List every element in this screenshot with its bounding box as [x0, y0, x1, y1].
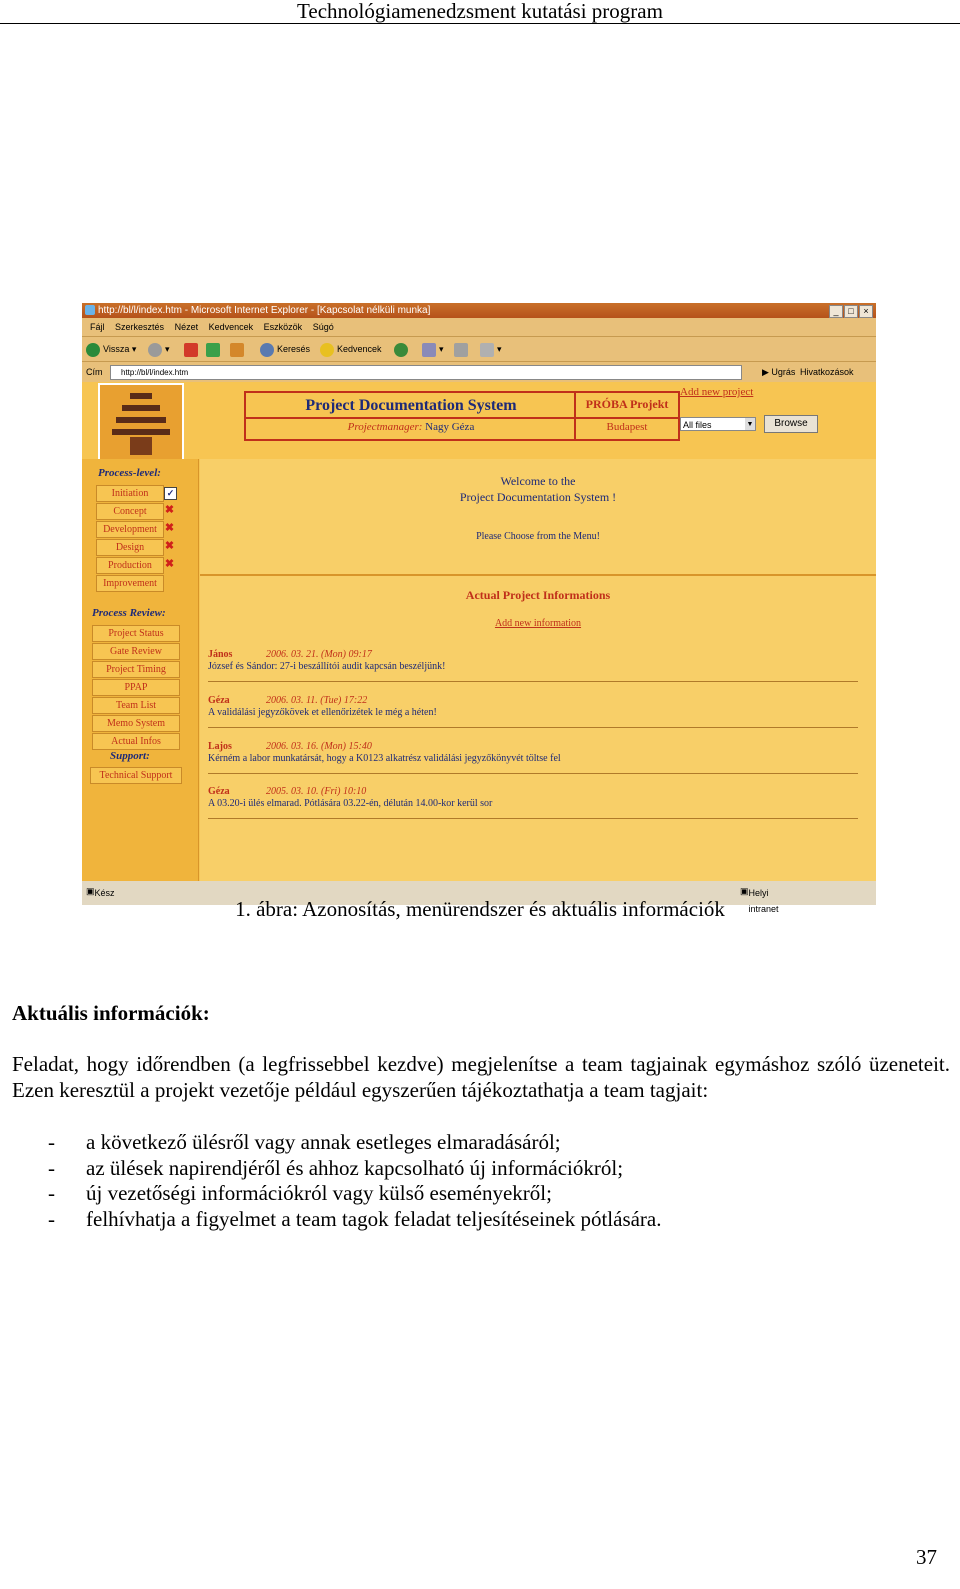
cross-icon: ✖ [164, 558, 175, 570]
process-review-heading: Process Review: [92, 607, 166, 619]
divider [208, 681, 858, 682]
list-item: - az ülések napirendjéről és ahhoz kapcsolható új információkról; [48, 1155, 624, 1180]
message-date: 2006. 03. 16. (Mon) 15:40 [266, 741, 372, 752]
sidebar-item-initiation[interactable]: Initiation [96, 485, 164, 502]
list-item [208, 649, 858, 672]
add-info-link[interactable]: Add new information [494, 618, 582, 629]
file-filter-select[interactable]: All files ▼ [680, 417, 756, 431]
browser-toolbar [82, 336, 876, 362]
list-item: - új vezetőségi információkról vagy külső eseményekről; [48, 1181, 552, 1205]
sidebar-item-team-list[interactable]: Team List [92, 697, 180, 714]
checkbox-checked-icon: ✓ [164, 487, 177, 500]
go-button[interactable]: ▶ Ugrás [762, 367, 796, 377]
menu-favorites[interactable]: Kedvencek [208, 322, 254, 332]
address-input[interactable]: http://bl/l/index.htm [110, 365, 742, 380]
star-icon [320, 343, 334, 357]
chevron-down-icon: ▼ [745, 418, 755, 430]
add-project-link[interactable]: Add new project [680, 386, 754, 398]
body-paragraph: Feladat, hogy időrendben (a legfrissebbel kezdve) megjelenítse a team tagjainak egymáshoz szóló üzeneteit. Ezen keresztül a projekt vezetője például egyszerűen tájékoztathatja a team tagjait: [12, 1052, 950, 1102]
forward-button[interactable]: ▾ [148, 337, 170, 362]
cross-icon: ✖ [164, 540, 175, 552]
address-label: Cím [86, 367, 103, 377]
address-bar [82, 361, 876, 382]
back-arrow-icon [86, 343, 100, 357]
menu-edit[interactable]: Szerkesztés [115, 322, 165, 332]
section-title: Aktuális információk: [12, 1001, 210, 1025]
menu-help[interactable]: Súgó [312, 322, 334, 332]
browser-title-bar [82, 303, 876, 318]
home-icon [230, 343, 244, 357]
sidebar-item-gate-review[interactable]: Gate Review [92, 643, 180, 660]
choose-menu-text: Please Choose from the Menu! [476, 531, 600, 542]
sidebar-item-project-timing[interactable]: Project Timing [92, 661, 180, 678]
sidebar-item-development[interactable]: Development [96, 521, 164, 538]
sidebar-item-actual-infos[interactable]: Actual Infos [92, 733, 180, 750]
project-city: Budapest [606, 421, 648, 433]
maximize-icon[interactable]: □ [844, 305, 858, 318]
main-content [200, 459, 876, 881]
sidebar-item-technical-support[interactable]: Technical Support [90, 767, 182, 784]
site-header [244, 391, 680, 441]
process-level-heading: Process-level: [98, 467, 161, 479]
list-item: - felhívhatja a figyelmet a team tagok feladat teljesítéseinek pótlására. [48, 1206, 662, 1231]
bullet-list [12, 1130, 950, 1232]
message-date: 2006. 03. 21. (Mon) 09:17 [266, 649, 372, 660]
list-item [208, 695, 858, 718]
window-title: http://bl/l/index.htm - Microsoft Internet Explorer - [Kapcsolat nélküli munka] [98, 305, 431, 316]
sidebar-item-memo-system[interactable]: Memo System [92, 715, 180, 732]
favorites-button[interactable]: Kedvencek [320, 337, 382, 362]
message-text: József és Sándor: 27-i beszállítói audit kapcsán beszéljünk! [208, 661, 446, 672]
history-button[interactable] [394, 337, 411, 362]
project-manager: Projectmanager: Nagy Géza [347, 421, 475, 433]
status-ready: ▣ Kész [86, 886, 115, 898]
sidebar-item-design[interactable]: Design [96, 539, 164, 556]
search-button[interactable]: Keresés [260, 337, 310, 362]
divider [208, 773, 858, 774]
sidebar [82, 459, 199, 881]
message-text: Kérném a labor munkatársát, hogy a K0123 alkatrész validálási jegyzőkönyvét töltse fel [208, 753, 561, 764]
support-heading: Support: [110, 750, 150, 762]
list-item [208, 786, 858, 809]
menu-file[interactable]: Fájl [90, 322, 105, 332]
page-header: Technológiamenedzsment kutatási program [297, 0, 663, 23]
sidebar-item-project-status[interactable]: Project Status [92, 625, 180, 642]
history-icon [394, 343, 408, 357]
message-text: A validálási jegyzőkövek et ellenőrizétek le még a héten! [208, 707, 437, 718]
divider [208, 818, 858, 819]
message-date: 2006. 03. 11. (Tue) 17:22 [266, 695, 368, 706]
links-button[interactable]: Hivatkozások [800, 367, 854, 377]
figure-caption: 1. ábra: Azonosítás, menürendszer és aktuális információk [235, 897, 725, 921]
refresh-button[interactable] [206, 337, 223, 362]
mail-icon [422, 343, 436, 357]
forward-arrow-icon [148, 343, 162, 357]
pagoda-logo [98, 383, 184, 461]
sidebar-item-ppap[interactable]: PPAP [92, 679, 180, 696]
divider [208, 727, 858, 728]
actual-info-title: Actual Project Informations [465, 588, 611, 602]
sidebar-item-concept[interactable]: Concept [96, 503, 164, 520]
stop-icon [184, 343, 198, 357]
edit-button[interactable]: ▾ [480, 337, 502, 362]
refresh-icon [206, 343, 220, 357]
close-icon[interactable]: × [859, 305, 873, 318]
page-number: 37 [916, 1545, 937, 1569]
message-author: János [208, 649, 233, 660]
menu-tools[interactable]: Eszközök [263, 322, 303, 332]
project-name: PRÓBA Projekt [585, 397, 669, 411]
ie-icon [85, 305, 95, 315]
browser-menu [82, 318, 876, 336]
cross-icon: ✖ [164, 522, 175, 534]
header-rule [0, 23, 960, 24]
mail-button[interactable]: ▾ [422, 337, 444, 362]
divider [200, 574, 876, 576]
minimize-icon[interactable]: _ [829, 305, 843, 318]
sidebar-item-improvement[interactable]: Improvement [96, 575, 164, 592]
list-item: - a következő ülésről vagy annak esetleges elmaradásáról; [48, 1130, 561, 1154]
message-author: Lajos [208, 741, 232, 752]
menu-view[interactable]: Nézet [174, 322, 199, 332]
search-icon [260, 343, 274, 357]
cross-icon: ✖ [164, 504, 175, 516]
print-button[interactable] [454, 337, 471, 362]
sidebar-item-production[interactable]: Production [96, 557, 164, 574]
status-zone: ▣ Helyi intranet [740, 886, 779, 914]
site-title: Project Documentation System [305, 397, 517, 414]
message-author: Géza [208, 786, 230, 797]
browse-button[interactable]: Browse [764, 415, 818, 433]
back-button[interactable]: Vissza ▾ [86, 337, 136, 362]
message-text: A 03.20-i ülés elmarad. Pótlására 03.22-én, délután 14.00-kor kerül sor [208, 798, 493, 809]
list-item [208, 741, 858, 764]
message-date: 2005. 03. 10. (Fri) 10:10 [266, 786, 367, 797]
home-button[interactable] [230, 337, 247, 362]
message-author: Géza [208, 695, 230, 706]
stop-button[interactable] [184, 337, 201, 362]
edit-icon [480, 343, 494, 357]
print-icon [454, 343, 468, 357]
welcome-text: Welcome to the Project Documentation System ! [459, 474, 617, 504]
